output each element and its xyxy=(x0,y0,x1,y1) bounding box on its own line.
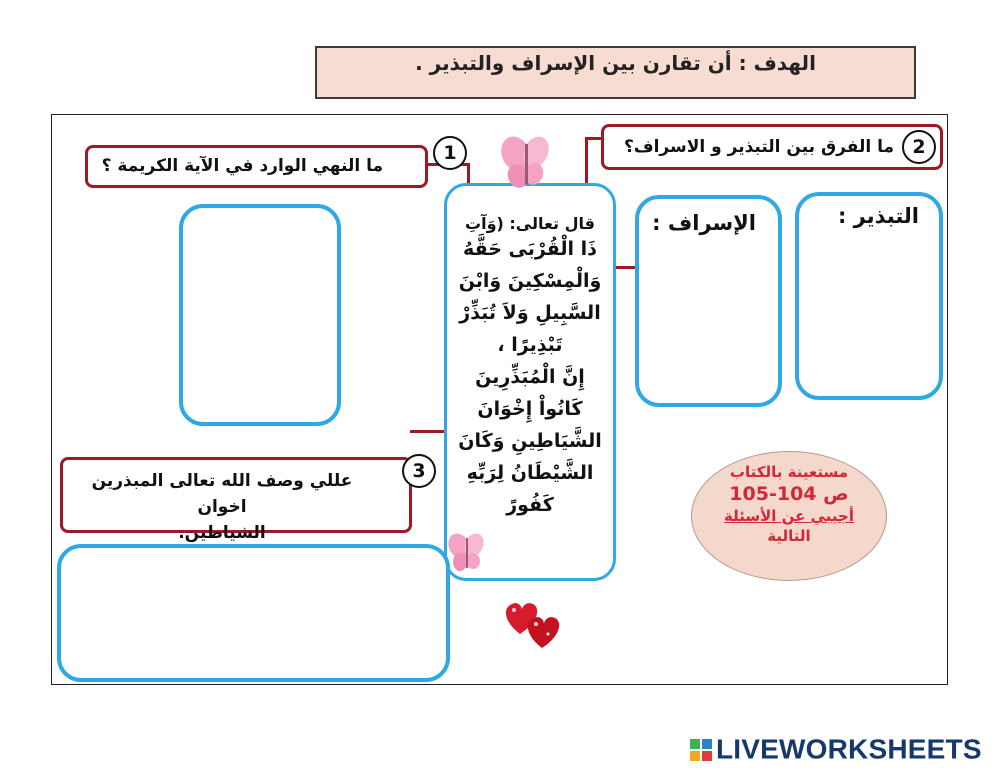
goal-text: الهدف : أن تقارن بين الإسراف والتبذير . xyxy=(415,51,816,75)
verse-intro: قال تعالى: (وَآتِ xyxy=(465,214,595,233)
verse-line: إِنَّ الْمُبَذِّرِينَ xyxy=(475,366,585,388)
question-2-number: 2 xyxy=(902,130,936,164)
question-3-box xyxy=(60,457,412,543)
question-3-line1: عللي وصف الله تعالى المبذرين اخوان xyxy=(91,471,353,517)
question-1-number: 1 xyxy=(433,136,467,170)
verse-line: وَالْمِسْكِينَ وَابْنَ xyxy=(458,270,602,292)
label-israf: الإسراف : xyxy=(652,211,756,235)
connector-q1-down xyxy=(467,163,470,185)
label-tabdhir: التبذير : xyxy=(837,204,919,228)
hint-line1: مستعينة بالكتاب xyxy=(729,463,849,481)
hint-line3: أجيبي عن الأسئلة xyxy=(724,507,854,525)
liveworksheets-logo xyxy=(690,733,988,763)
verse-line: كَانُواْ إِخْوَانَ xyxy=(477,398,583,420)
question-2-text: ما الفرق بين التبذير و الاسراف؟ xyxy=(624,137,894,157)
logo-grid-icon xyxy=(690,739,712,761)
answer-box-israf[interactable] xyxy=(635,195,782,407)
question-1-box xyxy=(85,145,428,188)
hearts-icon xyxy=(500,594,566,652)
verse-line: ذَا الْقُرْبَى حَقَّهُ xyxy=(463,238,597,260)
goal-banner xyxy=(315,46,916,99)
verse-line: الشَّيْطَانُ لِرَبِّهِ xyxy=(466,462,594,484)
verse-line: كَفُورً xyxy=(506,494,554,516)
verse-box xyxy=(444,183,616,581)
answer-box-1[interactable] xyxy=(179,204,341,426)
question-3-number: 3 xyxy=(402,454,436,488)
answer-box-3[interactable] xyxy=(57,544,450,682)
verse-body xyxy=(455,233,605,521)
question-1-text: ما النهي الوارد في الآية الكريمة ؟ xyxy=(101,156,383,176)
butterfly-icon xyxy=(446,530,488,576)
connector-q2-down xyxy=(585,137,588,185)
question-3-line2: الشياطين. xyxy=(178,523,266,543)
answer-box-tabdhir[interactable] xyxy=(795,192,943,400)
hint-line4: التالية xyxy=(767,527,811,545)
verse-line: السَّبِيلِ وَلاَ تُبَذِّرْ xyxy=(459,302,601,324)
hint-line2: ص 104-105 xyxy=(729,483,849,505)
butterfly-icon xyxy=(498,132,556,194)
logo-text: LIVEWORKSHEETS xyxy=(716,733,982,765)
verse-line: الشَّيَاطِينِ وَكَانَ xyxy=(458,430,602,452)
connector-q3 xyxy=(410,430,445,433)
question-2-box xyxy=(601,124,943,170)
hint-oval xyxy=(691,451,887,581)
verse-line: تَبْذِيرًا ، xyxy=(497,334,563,356)
